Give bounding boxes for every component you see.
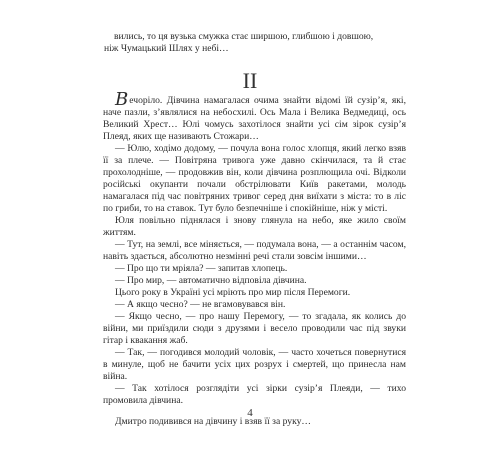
- closing-paragraph: Дмитро подивився на дівчину і взяв її за руку…: [115, 416, 312, 427]
- paragraph: — Тут, на землі, все міняється, — подумала вона, — а останнім часом, навіть здається, абсолютно незмінні речі стали зовсім іншими…: [103, 239, 406, 262]
- paragraph: — Юлю, ходімо додому, — почула вона голос хлопця, який легко взяв її за плече. — Повітряна тривога уже давно скінчилася, та й стає прохолодніше, — продовжив він, коли дівчина розплющила очі. Відколи російські окупанти почали обстрілювати Київ ракетами, молодь намагалася під час повітряних тривог серед дня виїхати з міста: то в ліс по гриби, то на ставок. Тут було безпечніше і спокійніше, ніж у місті.: [103, 143, 406, 214]
- chapter-body: [103, 89, 406, 428]
- paragraph: Юля повільно піднялася і знову глянула на небо, яке жило своїм життям.: [103, 215, 406, 238]
- drop-cap: В: [115, 89, 129, 110]
- text-line: ніж Чумацький Шлях у небі…: [104, 43, 229, 54]
- paragraph: — А якщо чесно? — не вгамовувався він.: [115, 299, 286, 310]
- chapter-heading: II: [242, 68, 258, 93]
- paragraph: — Так, — погодився молодий чоловік, — часто хочеться повернутися в минуле, щоб не бачити усіх цих розрух і смертей, що принесла нам війна.: [103, 347, 406, 382]
- paragraph: — Про мир, — автоматично відповіла дівчина.: [115, 275, 307, 286]
- paragraph: [103, 89, 406, 143]
- paragraph: Цього року в Україні усі мріють про мир після Перемоги.: [115, 287, 351, 298]
- paragraph: — Так хотілося розглядіти усі зірки сузір’я Плеяди, — тихо промовила дівчина.: [103, 383, 406, 406]
- continued-text: [104, 31, 404, 55]
- paragraph: — Якщо чесно, — про нашу Перемогу, — то згадала, як колись до війни, ми приїздили сюди з друзями і весело проводили час під звуки гітар і квакання жаб.: [103, 311, 406, 346]
- paragraph-text: ечоріло. Дівчина намагалася очима знайти відомі їй сузір’я, які, наче пазли, з’являлися на небосхилі. Ось Мала і Велика Ведмедиці, ось Великий Хрест… Юлі чомусь захотілося знайти усі сім зірок сузір’я Плеяд, яких ще називають Стожари…: [103, 95, 406, 142]
- paragraph: — Про що ти мріяла? — запитав хлопець.: [115, 263, 288, 274]
- text-line: вились, то ця вузька смужка стає ширшою, глибшою і довшою,: [114, 31, 374, 42]
- page-number: 4: [247, 407, 253, 419]
